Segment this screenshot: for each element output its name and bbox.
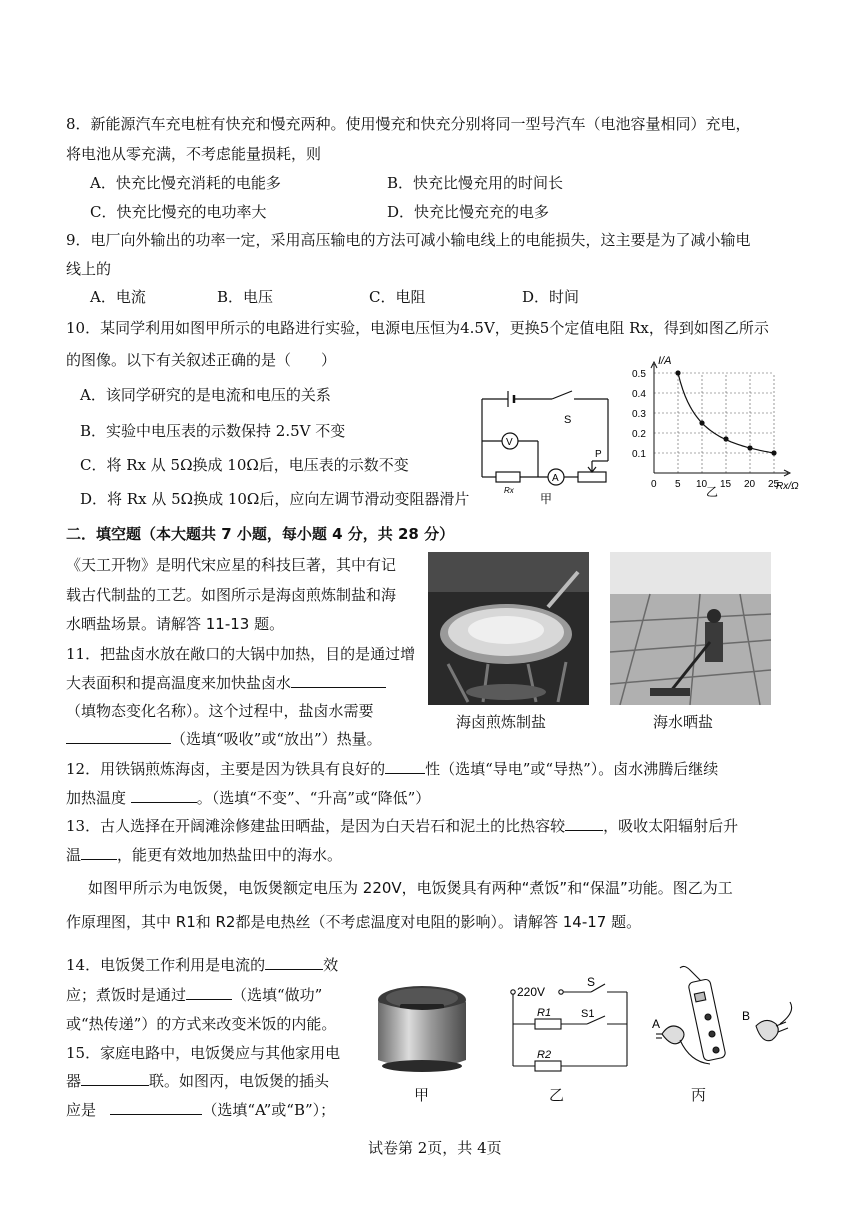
q10-option-c: C．将 Rx 从 5Ω换成 10Ω后，电压表的示数不变 [80,456,409,474]
q9-option-c: C．电阻 [369,288,426,306]
data-point [747,445,752,450]
y-tick-label: 0.3 [632,409,646,420]
x-tick-label: 25 [768,479,780,490]
q14-blank-2[interactable] [186,985,232,1000]
q9-option-b: B．电压 [217,288,274,306]
fig-caption-bing: 丙 [691,1086,707,1104]
tiangong-intro-line1: 《天工开物》是明代宋应星的科技巨著，其中有记 [66,556,397,574]
section2-title: 二．填空题（本大题共 7 小题，每小题 4 分，共 28 分） [66,525,455,543]
q10-option-a: A．该同学研究的是电流和电压的关系 [80,386,331,404]
q9-option-a: A．电流 [90,288,146,306]
q12-line2: 加热温度 。（选填“不变”、“升高”或“降低”） [66,789,431,807]
slider-label-p: P [595,449,602,460]
q11-line2: 大表面积和提高温度来加快盐卤水 [66,673,386,693]
q14-line1: 14．电饭煲工作利用是电流的 效 [66,956,339,974]
q11-line4: （选填“吸收”或“放出”）热量。 [66,729,382,749]
y-tick-label: 0.5 [632,369,646,380]
q14-blank-1[interactable] [265,955,323,970]
q15-line1: 15．家庭电路中，电饭煲应与其他家用电 [66,1044,341,1062]
graph-ylabel: I/A [658,355,672,367]
q11-blank-1[interactable] [291,673,386,688]
x-tick-label: 0 [651,479,657,490]
rice-intro-line1: 如图甲所示为电饭煲，电饭煲额定电压为 220V，电饭煲具有两种“煮饭”和“保温”功能。图乙为工 [88,879,733,897]
q11-line3: （填物态变化名称）。这个过程中，盐卤水需要 [66,702,374,720]
y-tick-label: 0.2 [632,429,646,440]
graph-yi [628,350,808,500]
q9-stem-line1: 9．电厂向外输出的功率一定，采用高压输电的方法可减小输电线上的电能损失，这主要是为了减小输电 [66,231,751,249]
circuit-diagram-jia [470,385,620,507]
switch-s1-label: S1 [581,1008,595,1020]
q8-option-c: C．快充比慢充的电功率大 [90,203,267,221]
photo-sea-salt-drying [610,552,771,705]
data-point [675,370,680,375]
x-tick-label: 10 [696,479,708,490]
q12-blank-1[interactable] [385,759,425,774]
r2-label: R2 [537,1049,552,1061]
y-tick-label: 0.1 [632,449,646,460]
voltmeter-label: V [506,437,513,448]
rice-intro-line2: 作原理图，其中 R1和 R2都是电热丝（不考虑温度对电阻的影响）。请解答 14-17 题。 [66,913,642,931]
q13-line2: 温 ，能更有效地加热盐田中的海水。 [66,846,343,864]
q15-blank-1[interactable] [81,1071,149,1086]
q8-option-b: B．快充比慢充用的时间长 [387,174,564,192]
data-point [699,420,704,425]
switch-s-label: S [587,975,596,989]
q14-line3: 或“热传递”）的方式来改变米饭的内能。 [66,1015,337,1033]
plug-b-label: B [742,1009,751,1023]
q8-option-d: D．快充比慢充充的电多 [387,203,550,221]
q13-blank-1[interactable] [565,816,603,831]
graph-xlabel: Rx/Ω [776,481,799,492]
power-strip-image [650,962,800,1077]
q11-blank-2[interactable] [66,729,171,744]
graph-caption-yi: 乙 [706,485,719,499]
q10-stem-line2: 的图像。以下有关叙述正确的是（ ） [66,351,337,369]
x-tick-label: 5 [675,479,681,490]
circuit-caption-jia: 甲 [540,492,553,506]
q12-blank-2[interactable] [131,788,197,803]
q8-option-a: A．快充比慢充消耗的电能多 [90,174,281,192]
tiangong-intro-line2: 载古代制盐的工艺。如图所示是海卤煎炼制盐和海 [66,586,397,604]
photo-boiling-brine [428,552,589,705]
q15-line2: 器 联。如图丙，电饭煲的插头 [66,1072,330,1090]
q15-line3: 应是 （选填“A”或“B”）； [66,1101,336,1119]
x-tick-label: 15 [720,479,732,490]
q10-option-b: B．实验中电压表的示数保持 2.5V 不变 [80,422,346,440]
r1-label: R1 [537,1007,552,1019]
fig-caption-yi: 乙 [549,1086,565,1104]
plug-a-label: A [652,1017,661,1031]
rice-cooker-image [370,978,474,1078]
fig-caption-jia: 甲 [414,1086,430,1104]
tiangong-intro-line3: 水晒盐场景。请解答 11-13 题。 [66,615,285,633]
q13-line1: 13．古人选择在开阔滩涂修建盐田晒盐，是因为白天岩石和泥土的比热容较 ，吸收太阳辐射后升 [66,817,739,835]
x-tick-label: 20 [744,479,756,490]
q10-stem-line1: 10．某同学利用如图甲所示的电路进行实验，电源电压恒为4.5V，更换5个定值电阻 Rx，得到如图乙所示 [66,319,769,337]
q12-line1: 12．用铁锅煎炼海卤，主要是因为铁具有良好的 性（选填“导电”或“导热”）。卤水沸腾后继续 [66,760,719,778]
resistor-label-rx: Rx [504,486,514,495]
q10-option-d: D．将 Rx 从 5Ω换成 10Ω后，应向左调节滑动变阻器滑片 [80,490,470,508]
circuit-label-s: S [564,414,572,426]
q14-line2: 应；煮饭时是通过 （选填“做功” [66,986,323,1004]
ammeter-label: A [552,473,559,484]
q9-stem-line2: 线上的 [66,260,112,278]
voltage-label: 220V [517,985,546,999]
q8-stem-line1: 8．新能源汽车充电桩有快充和慢充两种。使用慢充和快充分别将同一型号汽车（电池容量相同）充电， [66,115,751,133]
page-footer: 试卷第 2页，共 4页 [368,1139,502,1157]
rice-cooker-circuit [505,972,635,1078]
graph-grid [654,373,774,473]
q9-option-d: D．时间 [522,288,580,306]
photo1-caption: 海卤煎炼制盐 [456,713,547,731]
q11-line1: 11．把盐卤水放在敞口的大锅中加热，目的是通过增 [66,645,416,663]
q13-blank-2[interactable] [81,845,117,860]
photo2-caption: 海水晒盐 [653,713,714,731]
data-point [771,450,776,455]
q8-stem-line2: 将电池从零充满，不考虑能量损耗，则 [66,145,322,163]
q15-blank-2[interactable] [110,1100,202,1115]
y-tick-label: 0.4 [632,389,646,400]
data-point [723,436,728,441]
